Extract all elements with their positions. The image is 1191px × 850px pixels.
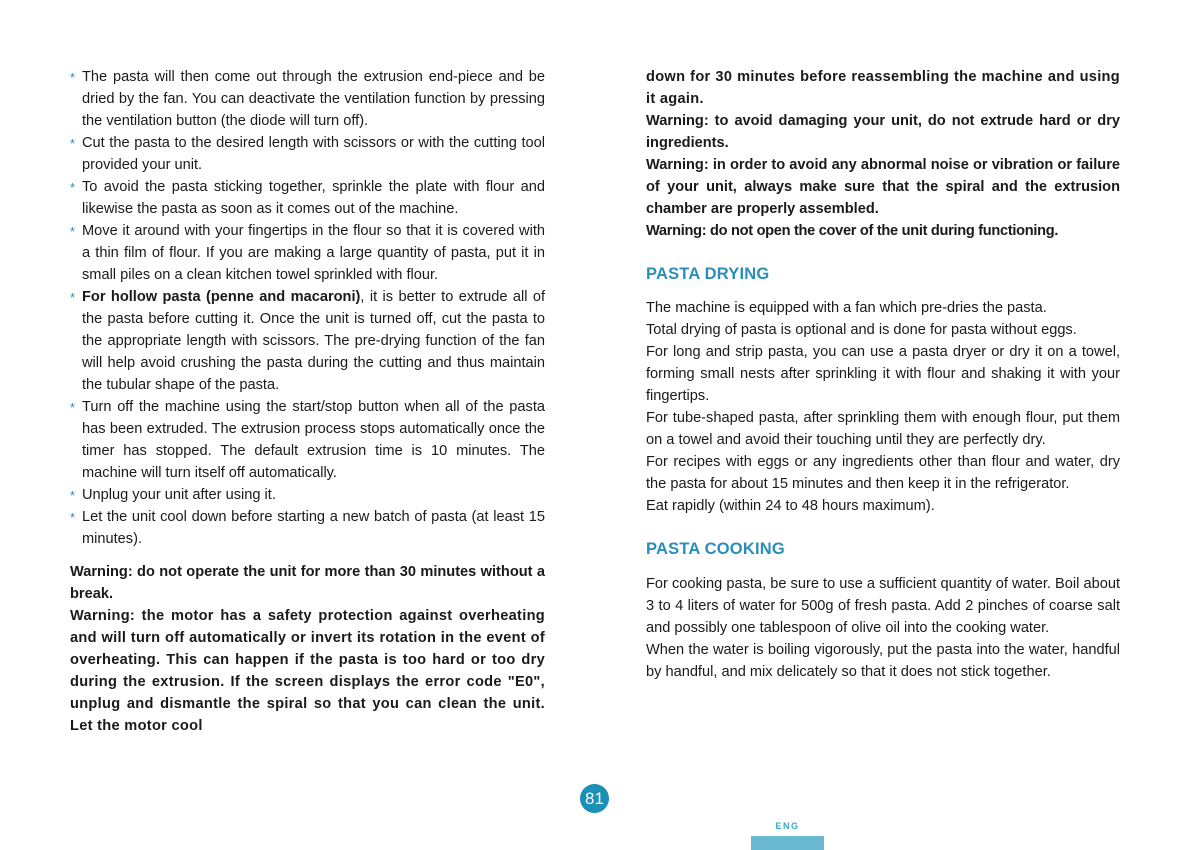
- cooking-paragraph: For cooking pasta, be sure to use a sufficient quantity of water. Boil about 3 to 4 liters of water for 500g of fresh pasta. Add 2 pinches of coarse salt and possibly one tablespoon of olive oil into the cooking water.: [646, 576, 1120, 636]
- left-column: [70, 66, 545, 737]
- asterisk-bullet-icon: *: [70, 510, 76, 525]
- cooking-paragraph: When the water is boiling vigorously, put the pasta into the water, handful by handful, and mix delicately so that it does not stick together.: [646, 642, 1120, 680]
- hollow-pasta-text: , it is better to extrude all of the pasta before cutting it. Once the unit is turned off, cut the pasta to the appropriate length with scissors. The pre-drying function of the fan will help avoid crushing the pasta during the cutting and thus maintain the tubular shape of the pasta.: [82, 289, 546, 393]
- drying-paragraph: For recipes with eggs or any ingredients other than flour and water, dry the pasta for about 15 minutes and then keep it in the refrigerator.: [646, 454, 1120, 492]
- asterisk-bullet-icon: *: [70, 180, 76, 195]
- list-item: * To avoid the pasta sticking together, sprinkle the plate with flour and likewise the pasta as soon as it comes out of the machine.: [70, 179, 545, 217]
- instruction-list: [70, 66, 545, 550]
- drying-paragraph: Eat rapidly (within 24 to 48 hours maximum).: [646, 498, 935, 514]
- list-item: * Let the unit cool down before starting a new batch of pasta (at least 15 minutes).: [70, 509, 545, 547]
- asterisk-bullet-icon: *: [70, 290, 76, 305]
- asterisk-bullet-icon: *: [70, 70, 76, 85]
- warning-motor-cool-continued: down for 30 minutes before reassembling the machine and using it again.: [646, 69, 1120, 107]
- drying-paragraph: Total drying of pasta is optional and is done for pasta without eggs.: [646, 322, 1077, 338]
- warning-cover: Warning: do not open the cover of the unit during functioning.: [646, 223, 1059, 239]
- asterisk-bullet-icon: *: [70, 224, 76, 239]
- list-item-hollow-pasta: [70, 286, 545, 396]
- warning-block-left: [70, 561, 545, 737]
- language-tab-bar: [751, 836, 824, 850]
- drying-paragraph: For long and strip pasta, you can use a pasta dryer or dry it on a towel, forming small nests after sprinkling it with flour and shaking it with your fingertips.: [646, 344, 1120, 404]
- list-item: * Move it around with your fingertips in the flour so that it is covered with a thin film of flour. If you are making a large quantity of pasta, put it in small piles on a clean kitchen towel sprinkled with flour.: [70, 223, 545, 283]
- language-label: ENG: [775, 821, 800, 831]
- page-number-badge: 81: [580, 784, 609, 813]
- warning-operate-duration: Warning: do not operate the unit for more than 30 minutes without a break.: [70, 564, 545, 602]
- drying-section: [646, 297, 1120, 517]
- drying-paragraph: The machine is equipped with a fan which pre-dries the pasta.: [646, 300, 1047, 316]
- asterisk-bullet-icon: *: [70, 400, 76, 415]
- right-column: [646, 66, 1120, 683]
- warning-assembly: Warning: in order to avoid any abnormal noise or vibration or failure of your unit, always make sure that the spiral and the extrusion chamber are properly assembled.: [646, 157, 1120, 217]
- warning-hard-ingredients: Warning: to avoid damaging your unit, do not extrude hard or dry ingredients.: [646, 113, 1120, 151]
- hollow-pasta-bold: For hollow pasta (penne and macaroni): [82, 289, 361, 305]
- asterisk-bullet-icon: *: [70, 488, 76, 503]
- cooking-section: [646, 573, 1120, 683]
- warning-motor-overheating: Warning: the motor has a safety protection against overheating and will turn off automatically or invert its rotation in the event of overheating. This can happen if the pasta is too hard or too dry during the extrusion. If the screen displays the error code "E0", unplug and dismantle the spiral so that you can clean the unit. Let the motor cool: [70, 608, 545, 734]
- list-item: * The pasta will then come out through the extrusion end-piece and be dried by the fan. You can deactivate the ventilation function by pressing the ventilation button (the diode will turn off).: [70, 69, 545, 129]
- drying-paragraph: For tube-shaped pasta, after sprinkling them with enough flour, put them on a towel and avoid their touching until they are perfectly dry.: [646, 410, 1120, 448]
- list-item: * Cut the pasta to the desired length with scissors or with the cutting tool provided your unit.: [70, 135, 545, 173]
- section-title-pasta-cooking: PASTA COOKING: [646, 540, 785, 558]
- list-item: * Turn off the machine using the start/stop button when all of the pasta has been extruded. The extrusion process stops automatically once the timer has stopped. The default extrusion time is 10 minutes. The machine will turn itself off automatically.: [70, 399, 545, 481]
- asterisk-bullet-icon: *: [70, 136, 76, 151]
- section-title-pasta-drying: PASTA DRYING: [646, 265, 770, 283]
- list-item: * Unplug your unit after using it.: [70, 484, 545, 506]
